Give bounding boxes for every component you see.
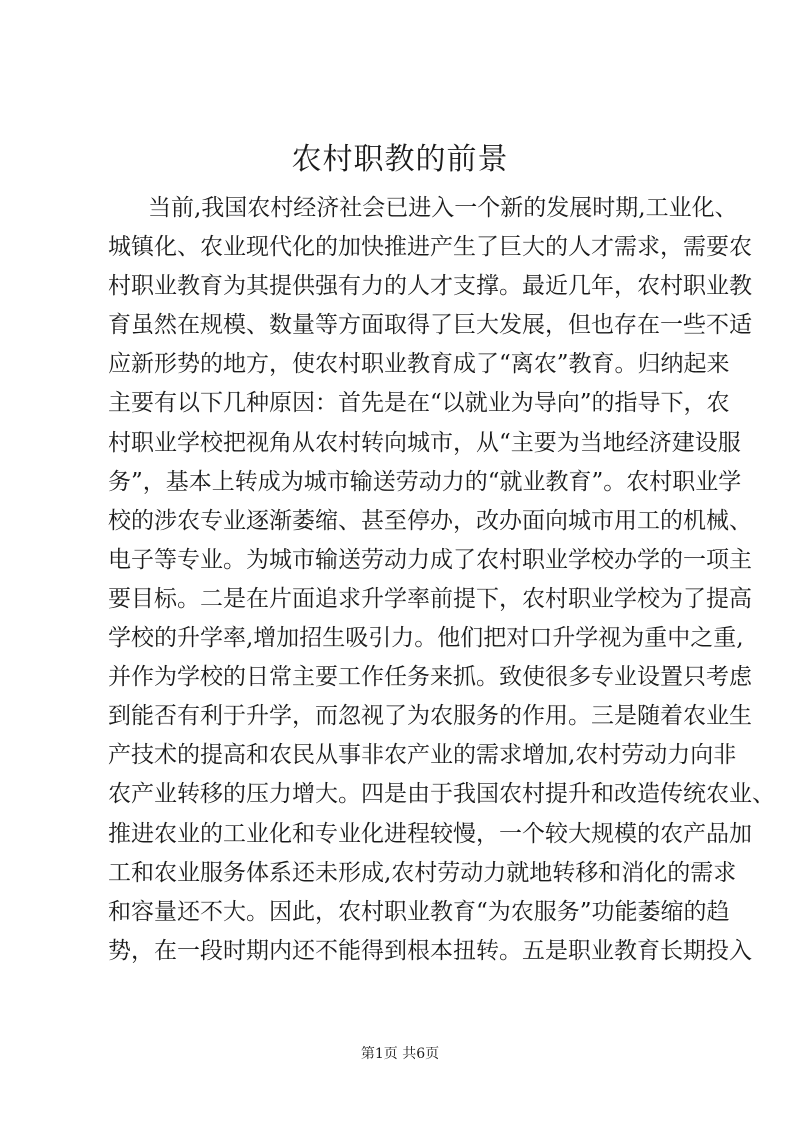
body-line: 要目标。二是在片面追求升学率前提下，农村职业学校为了提高	[108, 585, 752, 612]
body-line: 城镇化、农业现代化的加快推进产生了巨大的人才需求，需要农	[108, 234, 752, 261]
body-line: 并作为学校的日常主要工作任务来抓。致使很多专业设置只考虑	[108, 664, 752, 691]
body-line: 当前,我国农村经济社会已进入一个新的发展时期,工业化、	[148, 195, 738, 221]
body-line: 产技术的提高和农民从事非农产业的需求增加,农村劳动力向非	[108, 742, 737, 769]
body-line: 育虽然在规模、数量等方面取得了巨大发展，但也存在一些不适	[108, 312, 752, 339]
body-line: 工和农业服务体系还未形成,农村劳动力就地转移和消化的需求	[108, 859, 737, 886]
body-line: 到能否有利于升学，而忽视了为农服务的作用。三是随着农业生	[108, 703, 752, 730]
body-line: 村职业学校把视角从农村转向城市，从“主要为当地经济建设服	[108, 429, 741, 456]
body-line: 势，在一段时期内还不能得到根本扭转。五是职业教育长期投入	[108, 937, 752, 964]
body-line: 农产业转移的压力增大。四是由于我国农村提升和改造传统农业、	[108, 781, 775, 808]
body-line: 主要有以下几种原因：首先是在“以就业为导向”的指导下，农	[108, 390, 730, 417]
document-body	[108, 189, 775, 971]
page-number: 第1页 共6页	[360, 1046, 440, 1062]
document-title: 农村职教的前景	[291, 142, 509, 177]
body-line: 校的涉农专业逐渐萎缩、甚至停办，改办面向城市用工的机械、	[108, 507, 752, 534]
body-line: 学校的升学率,增加招生吸引力。他们把对口升学视为重中之重,	[108, 625, 744, 652]
body-line: 电子等专业。为城市输送劳动力成了农村职业学校办学的一项主	[108, 546, 752, 573]
body-line: 和容量还不大。因此，农村职业教育“为农服务”功能萎缩的趋	[108, 898, 730, 925]
body-line: 村职业教育为其提供强有力的人才支撑。最近几年，农村职业教	[108, 273, 752, 300]
body-line: 务”，基本上转成为城市输送劳动力的“就业教育”。农村职业学	[108, 468, 742, 495]
body-line: 推进农业的工业化和专业化进程较慢，一个较大规模的农产品加	[108, 820, 752, 847]
body-line: 应新形势的地方，使农村职业教育成了“离农”教育。归纳起来	[108, 351, 730, 378]
